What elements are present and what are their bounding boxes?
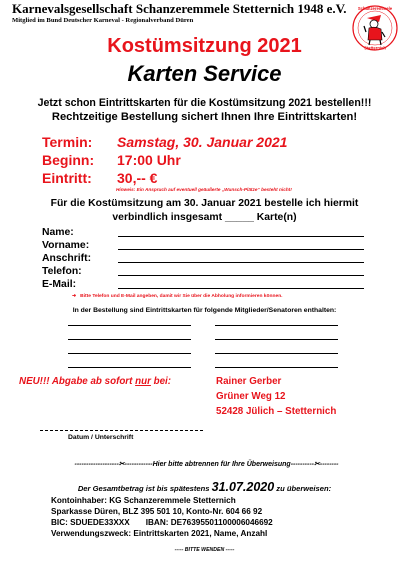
turn-over-note: ----- BITTE WENDEN ----- <box>174 547 235 553</box>
payment-date: 31.07.2020 <box>211 480 275 494</box>
phone-hint <box>72 293 283 299</box>
bank-details: Sparkasse Düren, BLZ 395 501 10, Konto-Nr. 604 66 92 <box>51 507 263 516</box>
pickup-emph: nur <box>135 376 151 387</box>
logo-text-top: Schanzeremmele <box>357 6 393 12</box>
eintritt-label: Eintritt: <box>42 170 92 186</box>
payment-suffix: zu überweisen: <box>274 484 332 493</box>
club-subtitle: Mitglied im Bund Deutscher Karneval - Regionalverband Düren <box>12 17 194 24</box>
field-line-email[interactable] <box>118 288 364 289</box>
account-holder: Kontoinhaber: KG Schanzeremmele Stetternich <box>51 496 236 505</box>
bic: BIC: SDUEDE33XXX <box>51 518 130 527</box>
termin-value: Samstag, 30. Januar 2021 <box>117 134 288 150</box>
seat-hint: Hinweis: Ein Anspruch auf eventuell geäußerte „Wunsch-Plätze“ besteht nicht! <box>116 187 292 192</box>
intro-line-1: Jetzt schon Eintrittskarten für die Kostümsitzung 2021 bestellen!!! <box>37 97 372 109</box>
field-label-name: Name: <box>42 227 74 238</box>
member-line-right-1[interactable] <box>215 325 338 326</box>
pickup-prefix: NEU!!! Abgabe ab sofort <box>19 376 136 387</box>
payment-deadline <box>0 480 409 494</box>
beginn-value: 17:00 Uhr <box>117 152 181 168</box>
field-label-email: E-Mail: <box>42 279 77 290</box>
title-kostuemsitzung: Kostümsitzung 2021 <box>107 35 302 57</box>
field-line-vorname[interactable] <box>118 249 364 250</box>
intro-line-2: Rechtzeitige Bestellung sichert Ihnen Ihre Eintrittskarten! <box>51 111 358 123</box>
logo-text-bottom: Stetternich <box>364 45 386 51</box>
payment-prefix: Der Gesamtbetrag ist bis spätestens <box>77 484 212 493</box>
member-line-right-4[interactable] <box>215 367 338 368</box>
member-line-left-4[interactable] <box>68 367 191 368</box>
order-line-1: Für die Kostümsitzung am 30. Januar 2021 bestelle ich hiermit <box>50 198 359 209</box>
member-line-left-1[interactable] <box>68 325 191 326</box>
iban: IBAN: DE76395501100006046692 <box>145 518 273 527</box>
member-line-right-2[interactable] <box>215 339 338 340</box>
pickup-note <box>19 376 171 387</box>
arrow-right-icon: ➜ <box>72 294 77 299</box>
signature-line[interactable] <box>40 430 203 431</box>
field-line-name[interactable] <box>118 236 364 237</box>
pickup-name: Rainer Gerber <box>216 376 282 387</box>
member-line-left-2[interactable] <box>68 339 191 340</box>
field-label-anschrift: Anschrift: <box>42 253 92 264</box>
signature-label: Datum / Unterschrift <box>68 434 134 441</box>
club-name: Karnevalsgesellschaft Schanzeremmele Stetternich 1948 e.V. <box>12 1 347 16</box>
member-line-left-3[interactable] <box>68 353 191 354</box>
eintritt-value: 30,-- € <box>117 170 158 186</box>
bic-iban <box>51 518 273 527</box>
field-line-anschrift[interactable] <box>118 262 364 263</box>
field-line-telefon[interactable] <box>118 275 364 276</box>
members-title: In der Bestellung sind Eintrittskarten für folgende Mitglieder/Senatoren enthalten: <box>72 307 337 314</box>
order-line-2: verbindlich insgesamt _____ Karte(n) <box>112 212 297 223</box>
title-karten-service: Karten Service <box>127 61 282 86</box>
phone-hint-text: Bitte Telefon und E-Mail angeben, damit wir Sie über die Abholung informieren können. <box>80 294 283 299</box>
field-label-telefon: Telefon: <box>42 266 82 277</box>
cut-line: -------------------✂------------Hier bitte abtrennen für Ihre Überweisung----------✂-------- <box>74 461 339 468</box>
field-label-vorname: Vorname: <box>42 240 90 251</box>
payment-purpose: Verwendungszweck: Eintrittskarten 2021, Name, Anzahl <box>51 529 268 538</box>
termin-label: Termin: <box>42 134 93 150</box>
beginn-label: Beginn: <box>42 152 95 168</box>
pickup-city: 52428 Jülich – Stetternich <box>216 406 337 417</box>
pickup-street: Grüner Weg 12 <box>216 391 286 402</box>
member-line-right-3[interactable] <box>215 353 338 354</box>
pickup-suffix: bei: <box>150 376 172 387</box>
